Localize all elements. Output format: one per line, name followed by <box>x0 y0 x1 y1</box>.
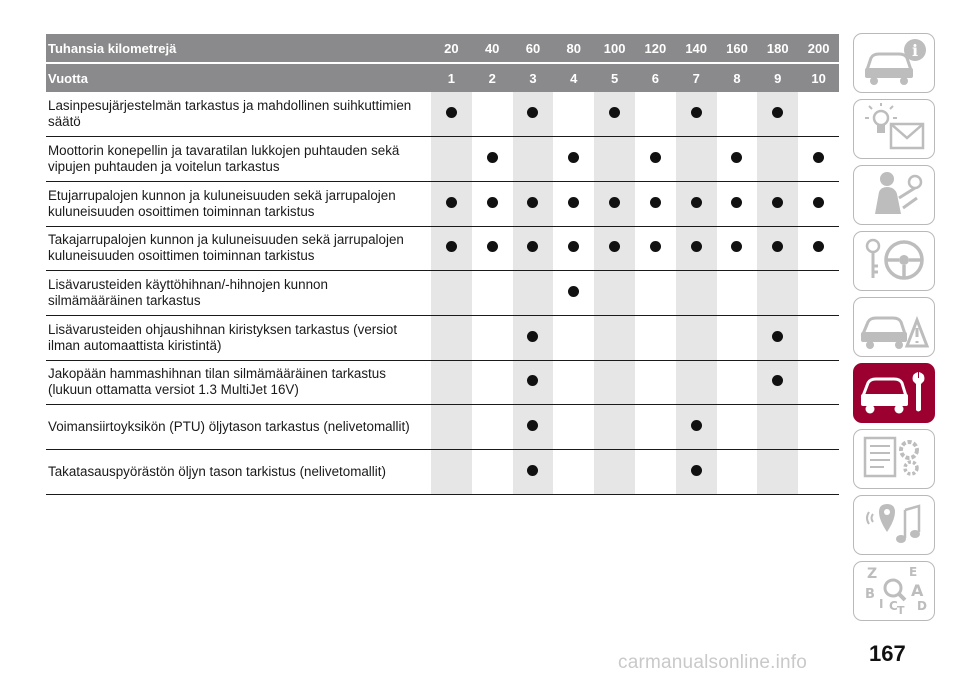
header-year-5: 5 <box>594 63 635 92</box>
schedule-cell <box>431 315 472 360</box>
header-year-9: 9 <box>757 63 798 92</box>
schedule-cell <box>757 226 798 271</box>
header-year-2: 2 <box>472 63 513 92</box>
schedule-cell <box>757 181 798 226</box>
starting-driving-icon <box>859 234 929 289</box>
check-dot-icon <box>772 241 783 252</box>
schedule-cell <box>676 226 717 271</box>
operation-label: Lisävarusteiden käyttöhihnan/-hihnojen kunnon silmämääräinen tarkastus <box>46 271 431 316</box>
safety-airbag-icon <box>859 168 929 223</box>
check-dot-icon <box>527 420 538 431</box>
schedule-cell <box>513 137 554 182</box>
operation-label: Moottorin konepellin ja tavaratilan lukkojen puhtauden sekä vipujen puhtauden ja voitelun tarkastus <box>46 137 431 182</box>
header-km-40: 40 <box>472 34 513 63</box>
check-dot-icon <box>813 197 824 208</box>
schedule-cell <box>635 92 676 137</box>
maintenance-icon <box>859 366 929 421</box>
check-dot-icon <box>487 241 498 252</box>
svg-text:C: C <box>889 598 898 613</box>
schedule-cell <box>553 450 594 495</box>
schedule-cell <box>431 226 472 271</box>
check-dot-icon <box>609 197 620 208</box>
schedule-cell <box>431 92 472 137</box>
schedule-cell <box>798 405 839 450</box>
check-dot-icon <box>527 241 538 252</box>
schedule-cell <box>676 137 717 182</box>
schedule-cell <box>594 450 635 495</box>
header-row-years <box>46 63 839 92</box>
table-row <box>46 92 839 137</box>
schedule-cell <box>798 92 839 137</box>
header-year-8: 8 <box>717 63 758 92</box>
schedule-cell <box>431 137 472 182</box>
svg-text:T: T <box>897 603 905 614</box>
schedule-cell <box>635 450 676 495</box>
check-dot-icon <box>446 241 457 252</box>
technical-data-icon <box>859 432 929 487</box>
check-dot-icon <box>527 375 538 386</box>
schedule-cell <box>798 226 839 271</box>
schedule-cell <box>676 181 717 226</box>
schedule-cell <box>635 360 676 405</box>
schedule-cell <box>553 181 594 226</box>
check-dot-icon <box>650 197 661 208</box>
operation-label: Takatasauspyörästön öljyn tason tarkistus (nelivetomallit) <box>46 450 431 495</box>
table-row <box>46 181 839 226</box>
check-dot-icon <box>527 107 538 118</box>
header-year-4: 4 <box>553 63 594 92</box>
table-row <box>46 226 839 271</box>
check-dot-icon <box>527 331 538 342</box>
multimedia-icon <box>859 498 929 553</box>
schedule-cell <box>798 181 839 226</box>
check-dot-icon <box>609 107 620 118</box>
check-dot-icon <box>691 197 702 208</box>
check-dot-icon <box>691 420 702 431</box>
operation-label: Jakopään hammashihnan tilan silmämääräinen tarkastus (lukuun ottamatta versiot 1.3 MultiJet 16V) <box>46 360 431 405</box>
schedule-cell <box>757 360 798 405</box>
check-dot-icon <box>772 197 783 208</box>
schedule-cell <box>472 92 513 137</box>
schedule-cell <box>635 405 676 450</box>
check-dot-icon <box>731 152 742 163</box>
schedule-cell <box>757 315 798 360</box>
schedule-cell <box>431 450 472 495</box>
check-dot-icon <box>691 465 702 476</box>
schedule-cell <box>635 181 676 226</box>
check-dot-icon <box>813 241 824 252</box>
schedule-cell <box>553 315 594 360</box>
header-km-160: 160 <box>717 34 758 63</box>
header-km-20: 20 <box>431 34 472 63</box>
header-km-60: 60 <box>513 34 554 63</box>
schedule-cell <box>635 226 676 271</box>
schedule-cell <box>594 181 635 226</box>
check-dot-icon <box>772 375 783 386</box>
page-number: 167 <box>869 641 906 666</box>
schedule-cell <box>431 405 472 450</box>
operation-label: Lasinpesujärjestelmän tarkastus ja mahdollinen suihkuttimien säätö <box>46 92 431 137</box>
schedule-cell <box>635 271 676 316</box>
schedule-cell <box>717 405 758 450</box>
operation-label: Lisävarusteiden ohjaushihnan kiristyksen tarkastus (versiot ilman automaattista kiristintä) <box>46 315 431 360</box>
schedule-cell <box>472 405 513 450</box>
svg-text:E: E <box>909 564 918 579</box>
chapter-nav <box>853 33 937 627</box>
schedule-cell <box>717 315 758 360</box>
schedule-cell <box>431 360 472 405</box>
schedule-cell <box>553 226 594 271</box>
nav-tab-car-info[interactable] <box>853 33 935 93</box>
schedule-cell <box>553 271 594 316</box>
table-row <box>46 315 839 360</box>
schedule-cell <box>676 405 717 450</box>
schedule-cell <box>513 92 554 137</box>
schedule-cell <box>594 405 635 450</box>
schedule-cell <box>431 181 472 226</box>
schedule-cell <box>676 360 717 405</box>
schedule-cell <box>676 271 717 316</box>
schedule-cell <box>798 315 839 360</box>
schedule-cell <box>513 315 554 360</box>
header-row-km <box>46 34 839 63</box>
table-row <box>46 450 839 495</box>
schedule-cell <box>717 137 758 182</box>
nav-tab-technical-data[interactable] <box>853 429 935 489</box>
schedule-cell <box>594 271 635 316</box>
header-km-140: 140 <box>676 34 717 63</box>
schedule-cell <box>798 271 839 316</box>
header-km-180: 180 <box>757 34 798 63</box>
nav-tab-safety-airbag[interactable] <box>853 165 935 225</box>
schedule-cell <box>472 360 513 405</box>
schedule-cell <box>513 450 554 495</box>
header-year-3: 3 <box>513 63 554 92</box>
header-km-100: 100 <box>594 34 635 63</box>
check-dot-icon <box>691 107 702 118</box>
nav-tab-emergency[interactable] <box>853 297 935 357</box>
schedule-cell <box>472 271 513 316</box>
schedule-cell <box>757 450 798 495</box>
table-row <box>46 405 839 450</box>
schedule-cell <box>431 271 472 316</box>
svg-text:Z: Z <box>867 565 878 582</box>
header-km-200: 200 <box>798 34 839 63</box>
schedule-cell <box>553 360 594 405</box>
check-dot-icon <box>487 197 498 208</box>
check-dot-icon <box>568 241 579 252</box>
check-dot-icon <box>772 107 783 118</box>
nav-tab-maintenance[interactable] <box>853 363 935 423</box>
header-km-80: 80 <box>553 34 594 63</box>
watermark: carmanualsonline.info <box>618 652 808 673</box>
nav-tab-index[interactable] <box>853 561 935 621</box>
warning-lights-icon <box>859 102 929 157</box>
table-row <box>46 360 839 405</box>
schedule-cell <box>553 405 594 450</box>
schedule-cell <box>472 450 513 495</box>
header-year-6: 6 <box>635 63 676 92</box>
emergency-icon <box>859 300 929 355</box>
schedule-cell <box>757 271 798 316</box>
schedule-cell <box>717 92 758 137</box>
schedule-cell <box>594 92 635 137</box>
schedule-cell <box>594 360 635 405</box>
car-info-icon <box>859 36 929 91</box>
check-dot-icon <box>568 197 579 208</box>
schedule-cell <box>513 271 554 316</box>
schedule-cell <box>513 181 554 226</box>
header-year-10: 10 <box>798 63 839 92</box>
schedule-cell <box>676 92 717 137</box>
check-dot-icon <box>650 152 661 163</box>
check-dot-icon <box>731 197 742 208</box>
check-dot-icon <box>731 241 742 252</box>
maintenance-schedule-table <box>46 34 839 495</box>
check-dot-icon <box>568 152 579 163</box>
schedule-cell <box>472 226 513 271</box>
check-dot-icon <box>527 197 538 208</box>
table-row <box>46 137 839 182</box>
schedule-cell <box>717 181 758 226</box>
schedule-cell <box>676 315 717 360</box>
schedule-cell <box>717 360 758 405</box>
svg-text:i: i <box>911 40 919 60</box>
nav-tab-starting-driving[interactable] <box>853 231 935 291</box>
check-dot-icon <box>650 241 661 252</box>
header-km-120: 120 <box>635 34 676 63</box>
operation-label: Etujarrupalojen kunnon ja kuluneisuuden sekä jarrupalojen kuluneisuuden osoittimen toiminnan tarkistus <box>46 181 431 226</box>
operation-label: Takajarrupalojen kunnon ja kuluneisuuden sekä jarrupalojen kuluneisuuden osoittimen toiminnan tarkistus <box>46 226 431 271</box>
table-row <box>46 271 839 316</box>
schedule-cell <box>513 226 554 271</box>
schedule-cell <box>676 450 717 495</box>
check-dot-icon <box>446 197 457 208</box>
operation-label: Voimansiirtoyksikön (PTU) öljytason tarkastus (nelivetomallit) <box>46 405 431 450</box>
schedule-cell <box>472 181 513 226</box>
schedule-cell <box>472 315 513 360</box>
schedule-cell <box>717 226 758 271</box>
schedule-cell <box>798 450 839 495</box>
schedule-cell <box>798 360 839 405</box>
schedule-cell <box>757 92 798 137</box>
schedule-cell <box>594 315 635 360</box>
header-year-1: 1 <box>431 63 472 92</box>
schedule-cell <box>553 137 594 182</box>
schedule-cell <box>513 405 554 450</box>
check-dot-icon <box>487 152 498 163</box>
check-dot-icon <box>813 152 824 163</box>
schedule-cell <box>594 226 635 271</box>
schedule-cell <box>513 360 554 405</box>
check-dot-icon <box>568 286 579 297</box>
check-dot-icon <box>527 465 538 476</box>
svg-text:I: I <box>879 596 884 611</box>
header-km-label: Tuhansia kilometrejä <box>46 34 431 63</box>
svg-text:D: D <box>917 598 927 613</box>
schedule-cell <box>472 137 513 182</box>
table-body <box>46 92 839 494</box>
schedule-cell <box>798 137 839 182</box>
nav-tab-multimedia[interactable] <box>853 495 935 555</box>
schedule-cell <box>635 137 676 182</box>
schedule-cell <box>757 405 798 450</box>
schedule-cell <box>717 450 758 495</box>
check-dot-icon <box>691 241 702 252</box>
schedule-cell <box>757 137 798 182</box>
index-icon <box>859 564 929 619</box>
svg-text:A: A <box>911 580 924 600</box>
check-dot-icon <box>772 331 783 342</box>
schedule-cell <box>635 315 676 360</box>
header-years-label: Vuotta <box>46 63 431 92</box>
check-dot-icon <box>446 107 457 118</box>
schedule-cell <box>553 92 594 137</box>
nav-tab-warning-lights[interactable] <box>853 99 935 159</box>
schedule-cell <box>717 271 758 316</box>
check-dot-icon <box>609 241 620 252</box>
svg-text:B: B <box>865 586 875 602</box>
header-year-7: 7 <box>676 63 717 92</box>
schedule-cell <box>594 137 635 182</box>
